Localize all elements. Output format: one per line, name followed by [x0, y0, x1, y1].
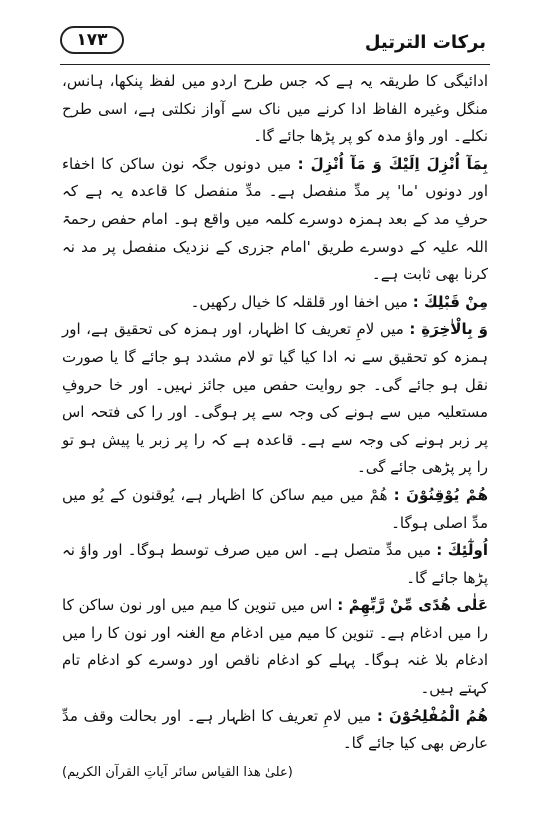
- paragraph-text: میں دونوں جگہ نون ساکن کا اخفاء اور دونوں 'ما' پر مدِّ منفصل ہے۔ مدِّ منفصل کا قاعدہ یہ ہے کہ حرفِ مد کے بعد ہمزہ دوسرے کلمہ میں واقع ہو۔ امام حفص رحمۃ اللہ علیہ کے دوسرے طریق 'امام جزری کے نزدیک منفصل پر مد نہ کرنا بھی ثابت ہے۔: [62, 154, 488, 284]
- page-number-badge: ۱۷۳: [60, 26, 124, 54]
- paragraph-text: ادائیگی کا طریقہ یہ ہے کہ جس طرح اردو میں لفظ پنکھا، ہانس، منگل وغیرہ الفاظ ادا کرنے میں ناک سے آواز نکلتی ہے، اسی طرح نکلے۔ اور واؤ مدہ کو پر پڑھا جائے گا۔: [62, 72, 488, 146]
- paragraph-text: ھُمْ میں میم ساکن کا اظہار ہے، یُوقنون کے یُو میں مدِّ اصلی ہوگا۔: [62, 485, 488, 532]
- closing-note-line: [62, 758, 488, 787]
- paragraph-ulaika: [62, 537, 488, 592]
- verse-term: مِنْ قَبْلِكَ :: [412, 292, 488, 311]
- book-title: برکات الترتیل: [364, 32, 486, 53]
- paragraph-text: میں لامِ تعریف کا اظہار ہے۔ اور بحالت وقف مدِّ عارض بھی کیا جائے گا۔: [62, 706, 488, 753]
- verse-term: هُمْ يُوْقِنُوْنَ :: [393, 485, 488, 504]
- paragraph-text: میں مدِّ متصل ہے۔ اس میں صرف توسط ہوگا۔ اور واؤ نہ پڑھا جائے گا۔: [62, 541, 488, 587]
- paragraph-min-qablika: [62, 289, 488, 317]
- verse-term: هُمُ الْمُفْلِحُوْنَ :: [376, 706, 488, 725]
- paragraph-text: میں اخفا اور قلقلہ کا خیال رکھیں۔: [190, 292, 408, 311]
- verse-term: اُولٰٓئِكَ :: [436, 541, 488, 560]
- paragraph-text: میں لامِ تعریف کا اظہار، اور ہمزہ کی تحقیق ہے، اور ہمزہ کو تحقیق سے نہ ادا کیا گیا تو لام مشدد ہو جائے گا یا صورت نقل ہو جائے گی۔ جو روایت حفص میں جائز نہیں۔ اور خا حروفِ مستعلیہ میں سے ہونے کی وجہ سے پر ہوگی۔ اور را کی فتحہ اس پر زبر ہونے کی وجہ سے ہے۔ قاعدہ ہے کہ را پر زبر یا پیش ہو تو را پر پڑھی جائے گی۔: [62, 320, 488, 477]
- paragraph-hum-yuqinoon: [62, 482, 488, 537]
- paragraph-intro: [62, 68, 488, 151]
- paragraph-ala-hudan: [62, 592, 488, 702]
- paragraph-text: اس میں تنوین کا میم میں اور نون ساکن کا را میں ادغام ہے۔ تنوین کا میم میں ادغام مع الغنہ اور نون کا را میں ادغام بلا غنہ ہوگا۔ پہلے کو ادغام ناقص اور دوسرے کو ادغام تام کہتے ہیں۔: [62, 596, 488, 698]
- verse-term: بِمَآ اُنْزِلَ اِلَيْكَ وَ مَآ اُنْزِلَ :: [297, 154, 489, 173]
- header-divider: [60, 64, 490, 65]
- verse-term: وَ بِالْاٰخِرَةِ :: [409, 320, 488, 339]
- verse-term: عَلٰى هُدًى مِّنْ رَّبِّهِمْ :: [337, 596, 489, 615]
- paragraph-bima-unzila: [62, 151, 488, 289]
- body-text: [62, 68, 488, 786]
- paragraph-hum-muflihoon: [62, 703, 488, 787]
- closing-note: (علیٰ ھذا القیاس سائر آیاتِ القرآن الکریم): [62, 764, 293, 780]
- page-header: [60, 26, 490, 66]
- paragraph-wabil-akhirah: [62, 316, 488, 482]
